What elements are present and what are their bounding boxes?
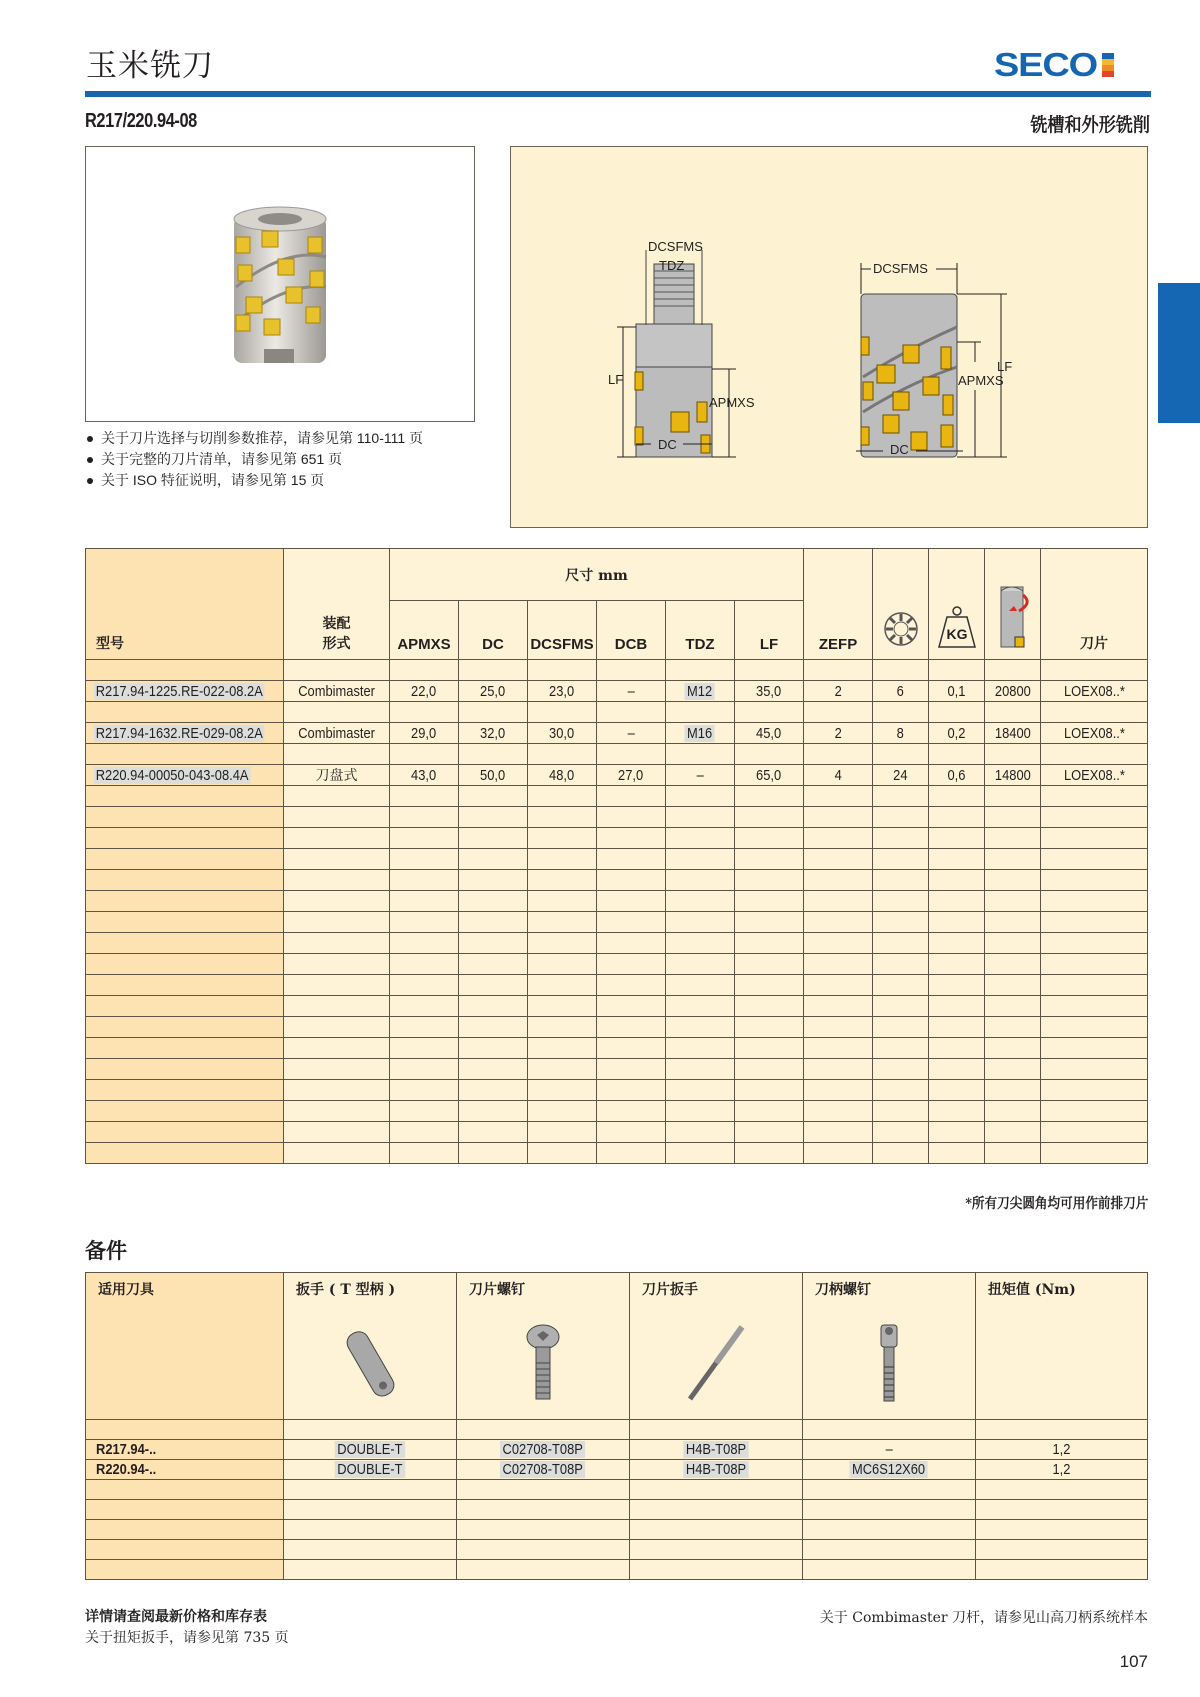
header-tdz: TDZ bbox=[666, 601, 735, 660]
table-row-empty bbox=[86, 828, 1148, 849]
table-row-spacer bbox=[86, 660, 1148, 681]
header-model: 型号 bbox=[96, 636, 124, 652]
table-row-empty bbox=[86, 996, 1148, 1017]
tdz-link[interactable]: M16 bbox=[685, 725, 715, 742]
label-dc-right: DC bbox=[890, 442, 909, 457]
insert-count-icon bbox=[883, 611, 919, 647]
table-row-empty bbox=[86, 1101, 1148, 1122]
model-code[interactable]: R220.94-00050-043-08.4A bbox=[95, 766, 249, 784]
label-apmxs-right: APMXS bbox=[958, 373, 1004, 388]
header-tool: 适用刀具 bbox=[98, 1282, 154, 1298]
table-row-empty bbox=[86, 1080, 1148, 1101]
page-subtitle: 铣槽和外形铣削 bbox=[1030, 114, 1150, 136]
header-dc: DC bbox=[459, 601, 528, 660]
table-row-empty bbox=[86, 891, 1148, 912]
corn-mill-photo-icon bbox=[86, 147, 474, 421]
table-row[interactable]: R220.94-00050-043-08.4A 刀盘式 43,0 50,0 48,0 27,0 – 65,0 4 24 0,6 14800 LOEX08..* bbox=[86, 765, 1148, 786]
header-insert-key: 刀片扳手 bbox=[642, 1282, 698, 1298]
page-title: 玉米铣刀 bbox=[86, 48, 214, 84]
bullet-icon bbox=[87, 457, 93, 463]
parts-row[interactable]: R220.94-.. DOUBLE-T C02708-T08P H4B-T08P MC6S12X60 1,2 bbox=[86, 1460, 1148, 1480]
part-link[interactable]: DOUBLE-T bbox=[335, 1461, 405, 1478]
table-row-empty bbox=[86, 807, 1148, 828]
logo-text: SECO bbox=[994, 46, 1097, 83]
weight-kg-icon bbox=[937, 605, 977, 649]
parts-header-row bbox=[86, 1273, 1148, 1420]
table-footnote: *所有刀尖圆角均可用作前排刀片 bbox=[965, 1196, 1148, 1212]
header-insert: 刀片 bbox=[1080, 636, 1109, 652]
parts-row-empty bbox=[86, 1480, 1148, 1500]
table-row-spacer bbox=[86, 702, 1148, 723]
arbor-tool-drawing bbox=[861, 294, 957, 457]
label-dcsfms-right: DCSFMS bbox=[873, 261, 928, 276]
table-row-empty bbox=[86, 954, 1148, 975]
spare-parts-table bbox=[85, 1272, 1148, 1580]
label-lf-left: LF bbox=[608, 372, 624, 387]
table-row-empty bbox=[86, 1122, 1148, 1143]
part-link[interactable]: MC6S12X60 bbox=[850, 1461, 928, 1478]
footer-note-torque: 关于扭矩扳手，请参见第 735 页 bbox=[85, 1630, 289, 1646]
header-insert-screw: 刀片螺钉 bbox=[469, 1282, 525, 1298]
part-link[interactable]: DOUBLE-T bbox=[335, 1441, 405, 1458]
table-row[interactable]: R217.94-1632.RE-029-08.2A Combimaster 29,0 32,0 30,0 – M16 45,0 2 8 0,2 18400 LOEX08..* bbox=[86, 723, 1148, 744]
table-row-empty bbox=[86, 870, 1148, 891]
table-row-empty bbox=[86, 1017, 1148, 1038]
bullet-icon bbox=[87, 478, 93, 484]
empty-rows bbox=[86, 786, 1148, 1164]
table-row-empty bbox=[86, 933, 1148, 954]
bullet-icon bbox=[87, 436, 93, 442]
parts-row-empty bbox=[86, 1560, 1148, 1580]
footer-right: 关于 Combimaster 刀杆，请参见山高刀柄系统样本 bbox=[819, 1610, 1148, 1626]
spare-parts-title: 备件 bbox=[85, 1238, 127, 1263]
dimension-diagram bbox=[510, 146, 1148, 528]
parts-row-spacer bbox=[86, 1420, 1148, 1440]
empty-rows bbox=[86, 1480, 1148, 1580]
product-photo bbox=[85, 146, 475, 422]
part-link[interactable]: H4B-T08P bbox=[683, 1461, 748, 1478]
table-row-empty bbox=[86, 1059, 1148, 1080]
table-row-empty bbox=[86, 786, 1148, 807]
label-tdz: TDZ bbox=[659, 258, 685, 273]
table-row-empty bbox=[86, 912, 1148, 933]
header-dimensions-group: 尺寸 mm bbox=[565, 567, 628, 584]
header-shank-screw: 刀柄螺钉 bbox=[815, 1282, 871, 1298]
note-item: 关于完整的刀片清单，请参见第 651 页 bbox=[85, 449, 423, 470]
tdz-link[interactable]: M12 bbox=[685, 683, 715, 700]
part-link[interactable]: C02708-T08P bbox=[500, 1461, 585, 1478]
label-lf-right: LF bbox=[997, 359, 1013, 374]
page-number: 107 bbox=[1119, 1652, 1148, 1671]
header-torque: 扭矩值 (Nm) bbox=[988, 1282, 1076, 1298]
seco-logo bbox=[994, 46, 1114, 84]
header-lf: LF bbox=[735, 601, 804, 660]
shank-screw-icon bbox=[874, 1323, 904, 1403]
table-row-empty bbox=[86, 849, 1148, 870]
table-header-row-top bbox=[86, 549, 1148, 601]
footer-left bbox=[85, 1607, 289, 1649]
table-row-empty bbox=[86, 1038, 1148, 1059]
part-link[interactable]: H4B-T08P bbox=[683, 1441, 748, 1458]
logo-mark-icon bbox=[1102, 53, 1114, 77]
insert-key-icon bbox=[676, 1323, 756, 1403]
product-code: R217/220.94-08 bbox=[85, 110, 197, 132]
svg-text:KG: KG bbox=[946, 626, 968, 642]
part-link[interactable]: C02708-T08P bbox=[500, 1441, 585, 1458]
model-code[interactable]: R217.94-1225.RE-022-08.2A bbox=[95, 682, 263, 700]
table-row-empty bbox=[86, 1143, 1148, 1164]
model-code[interactable]: R217.94-1632.RE-029-08.2A bbox=[95, 724, 263, 742]
combimaster-tool-drawing bbox=[635, 250, 712, 457]
parts-row[interactable]: R217.94-.. DOUBLE-T C02708-T08P H4B-T08P – 1,2 bbox=[86, 1440, 1148, 1460]
notes-list bbox=[85, 428, 423, 491]
header-dcsfms: DCSFMS bbox=[528, 601, 597, 660]
max-rpm-icon bbox=[993, 581, 1033, 651]
header-zefp: ZEFP bbox=[804, 549, 873, 660]
note-item: 关于 ISO 特征说明，请参见第 15 页 bbox=[85, 470, 423, 491]
table-row-spacer bbox=[86, 744, 1148, 765]
note-item: 关于刀片选择与切削参数推荐，请参见第 110-111 页 bbox=[85, 428, 423, 449]
parts-row-empty bbox=[86, 1520, 1148, 1540]
header-rule bbox=[85, 91, 1151, 97]
header-key-t-handle: 扳手 ( T 型柄 ) bbox=[296, 1282, 396, 1298]
header-apmxs: APMXS bbox=[390, 601, 459, 660]
table-row[interactable]: R217.94-1225.RE-022-08.2A Combimaster 22,0 25,0 23,0 – M12 35,0 2 6 0,1 20800 LOEX08..* bbox=[86, 681, 1148, 702]
label-dc-left: DC bbox=[658, 437, 677, 452]
parts-row-empty bbox=[86, 1540, 1148, 1560]
header-assembly-line1: 装配 bbox=[322, 616, 351, 632]
header-assembly-line2: 形式 bbox=[322, 636, 351, 652]
t-handle-key-icon bbox=[335, 1323, 405, 1403]
header-dcb: DCB bbox=[597, 601, 666, 660]
label-dcsfms-left: DCSFMS bbox=[648, 239, 703, 254]
footer-note-price: 详情请查阅最新价格和库存表 bbox=[85, 1609, 267, 1625]
section-tab-marker bbox=[1158, 283, 1200, 423]
parts-row-empty bbox=[86, 1500, 1148, 1520]
insert-screw-icon bbox=[523, 1323, 563, 1403]
label-apmxs-left: APMXS bbox=[709, 395, 755, 410]
cutter-specs-table bbox=[85, 548, 1148, 1164]
table-row-empty bbox=[86, 975, 1148, 996]
